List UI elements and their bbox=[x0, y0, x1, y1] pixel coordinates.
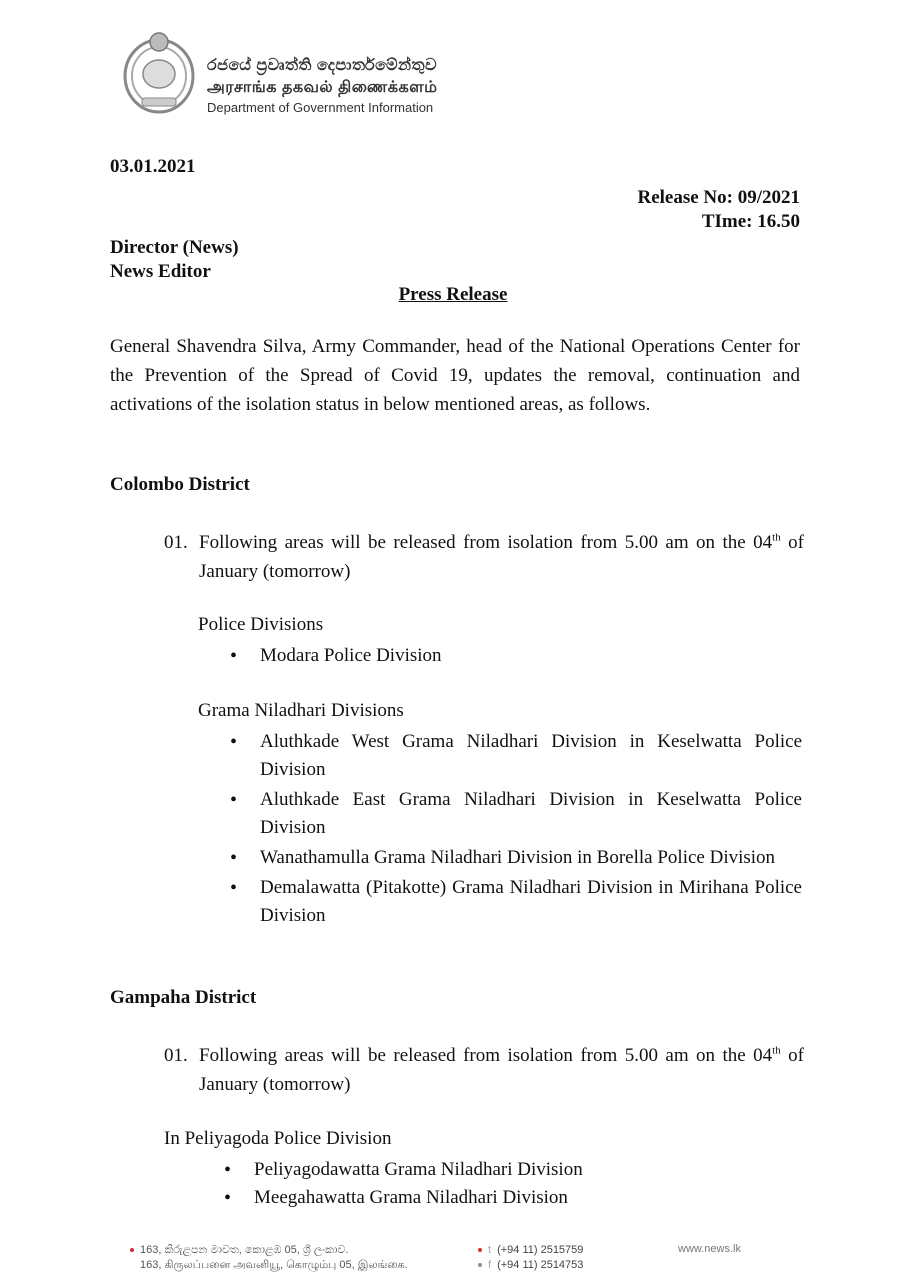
fax-icon bbox=[478, 1263, 482, 1267]
footer-phones bbox=[478, 1243, 583, 1273]
item-text-main: Following areas will be released from isolation from 5.00 am on the 04 bbox=[199, 532, 773, 553]
district-heading: Gampaha District bbox=[110, 987, 257, 1008]
department-name-english: Department of Government Information bbox=[207, 100, 434, 115]
department-name-sinhala: රජයේ ප්‍රවෘත්ති දෙපාර්තමේන්තුව bbox=[207, 57, 438, 74]
document-title: Press Release bbox=[398, 284, 508, 305]
police-divisions-heading: Police Divisions bbox=[198, 614, 324, 635]
bullet-icon bbox=[130, 1248, 134, 1252]
fax-line: f (+94 11) 2514753 bbox=[478, 1258, 583, 1273]
sri-lanka-emblem-icon bbox=[120, 30, 198, 116]
release-date: 03.01.2021 bbox=[110, 156, 196, 177]
numbered-item bbox=[164, 1041, 804, 1099]
recipient: News Editor bbox=[110, 261, 211, 282]
list-item: • Aluthkade West Grama Niladhari Division in Keselwatta Police Division bbox=[228, 728, 802, 784]
intro-paragraph: General Shavendra Silva, Army Commander, head of the National Operations Center for the Prevention of the Spread of Covid 19, updates the removal, continuation and activations of the isolation status in below mentioned areas, as follows. bbox=[110, 336, 800, 415]
numbered-item bbox=[164, 528, 804, 586]
list-item: • Demalawatta (Pitakotte) Grama Niladhari Division in Mirihana Police Division bbox=[228, 874, 802, 930]
phone-line: t (+94 11) 2515759 bbox=[478, 1243, 583, 1258]
ordinal-suffix: th bbox=[772, 1044, 781, 1057]
release-time: TIme: 16.50 bbox=[701, 211, 800, 232]
police-divisions-list bbox=[228, 642, 802, 670]
gn-divisions-list bbox=[228, 728, 802, 930]
district-heading: Colombo District bbox=[110, 474, 250, 495]
item-text-tail: of January (tomorrow) bbox=[199, 532, 805, 582]
release-info bbox=[637, 186, 800, 234]
list-item: • Aluthkade East Grama Niladhari Division in Keselwatta Police Division bbox=[228, 786, 802, 842]
phone-icon bbox=[478, 1248, 482, 1252]
recipients bbox=[110, 236, 239, 284]
department-name bbox=[207, 55, 438, 117]
item-number: 01. bbox=[164, 532, 188, 553]
list-item: • Peliyagodawatta Grama Niladhari Division bbox=[222, 1156, 802, 1184]
address-sinhala: 163, කිරුළපන මාවත, කොළඹ 05, ශ්‍රී ලංකාව. bbox=[130, 1243, 408, 1258]
item-text-main: Following areas will be released from isolation from 5.00 am on the 04 bbox=[199, 1045, 773, 1066]
recipient: Director (News) bbox=[110, 237, 239, 258]
item-text bbox=[199, 528, 804, 586]
item-number: 01. bbox=[164, 1045, 188, 1066]
list-item: • Meegahawatta Grama Niladhari Division bbox=[222, 1184, 802, 1212]
ordinal-suffix: th bbox=[772, 531, 781, 544]
website-link[interactable]: www.news.lk bbox=[678, 1243, 741, 1255]
list-item: • Wanathamulla Grama Niladhari Division in Borella Police Division bbox=[228, 844, 802, 872]
item-text bbox=[199, 1041, 804, 1099]
footer-address bbox=[130, 1243, 408, 1273]
address-tamil: 163, கிருலப்பனை அவனியூ, கொழும்பு 05, இலங்கை. bbox=[140, 1259, 408, 1271]
gn-divisions-list bbox=[222, 1156, 802, 1212]
list-item: • Modara Police Division bbox=[228, 642, 802, 670]
item-text-tail: of January (tomorrow) bbox=[199, 1045, 805, 1095]
department-name-tamil: அரசாங்க தகவல் திணைக்களம் bbox=[207, 79, 438, 96]
police-division-subheading: In Peliyagoda Police Division bbox=[164, 1128, 392, 1149]
gn-divisions-heading: Grama Niladhari Divisions bbox=[198, 700, 404, 721]
release-number: Release No: 09/2021 bbox=[637, 187, 800, 208]
